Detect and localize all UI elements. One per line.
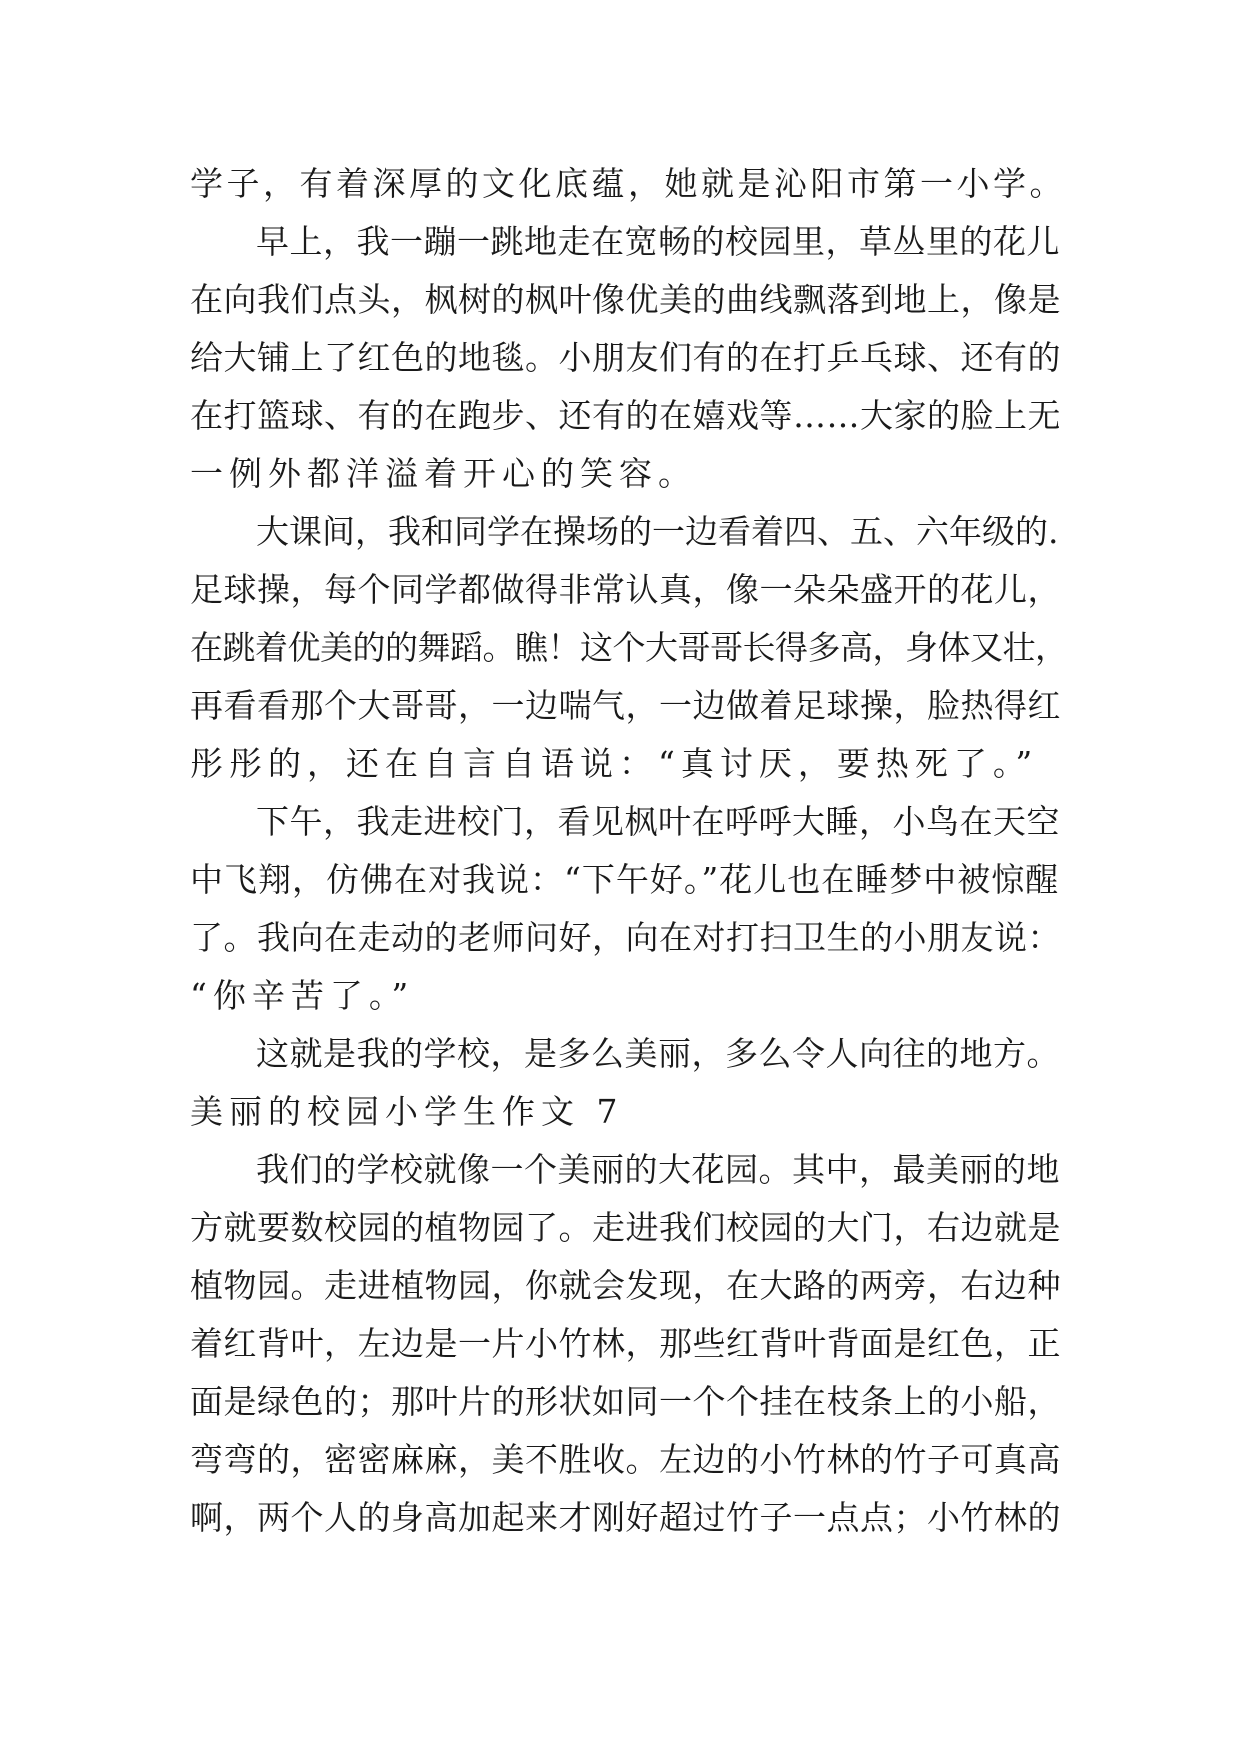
section-heading: 美丽的校园小学生作文 7 xyxy=(190,1092,624,1131)
text-line: 啊，两个人的身高加起来才刚好超过竹子一点点；小竹林的 xyxy=(190,1498,1061,1537)
text-line: 在跳着优美的的舞蹈。瞧！这个大哥哥长得多高，身体又壮， xyxy=(190,628,1068,667)
text-line: 足球操，每个同学都做得非常认真，像一朵朵盛开的花儿， xyxy=(190,570,1061,609)
text-line: 在打篮球、有的在跑步、还有的在嬉戏等……大家的脸上无 xyxy=(190,396,1061,435)
text-line: 方就要数校园的植物园了。走进我们校园的大门，右边就是 xyxy=(190,1208,1061,1247)
text-line: 着红背叶，左边是一片小竹林，那些红背叶背面是红色，正 xyxy=(190,1324,1061,1363)
text-line: 植物园。走进植物园，你就会发现，在大路的两旁，右边种 xyxy=(190,1266,1061,1305)
text-line: 弯弯的，密密麻麻，美不胜收。左边的小竹林的竹子可真高 xyxy=(190,1440,1061,1479)
text-line: 中飞翔，仿佛在对我说：“下午好。”花儿也在睡梦中被惊醒 xyxy=(190,860,1060,899)
text-line: “你辛苦了。” xyxy=(190,976,415,1015)
text-line: 我们的学校就像一个美丽的大花园。其中，最美丽的地 xyxy=(256,1150,1060,1189)
text-line: 大课间，我和同学在操场的一边看着四、五、六年级的. xyxy=(256,512,1059,551)
text-line: 了。我向在走动的老师问好，向在对打扫卫生的小朋友说： xyxy=(190,918,1061,957)
text-line: 彤彤的，还在自言自语说：“真讨厌，要热死了。” xyxy=(190,744,1039,783)
text-line: 给大铺上了红色的地毯。小朋友们有的在打乒乓球、还有的 xyxy=(190,338,1061,377)
text-line: 早上，我一蹦一跳地走在宽畅的校园里，草丛里的花儿 xyxy=(256,222,1060,261)
text-line: 面是绿色的；那叶片的形状如同一个个挂在枝条上的小船， xyxy=(190,1382,1061,1421)
text-line: 下午，我走进校门，看见枫叶在呼呼大睡，小鸟在天空 xyxy=(256,802,1060,841)
text-line: 一例外都洋溢着开心的笑容。 xyxy=(190,454,697,493)
text-line: 这就是我的学校，是多么美丽，多么令人向往的地方。 xyxy=(256,1034,1060,1073)
essay-text xyxy=(190,155,1070,1547)
text-line: 在向我们点头，枫树的枫叶像优美的曲线飘落到地上，像是 xyxy=(190,280,1061,319)
text-line: 再看看那个大哥哥，一边喘气，一边做着足球操，脸热得红 xyxy=(190,686,1061,725)
text-line: 学子，有着深厚的文化底蕴，她就是沁阳市第一小学。 xyxy=(190,164,1066,203)
